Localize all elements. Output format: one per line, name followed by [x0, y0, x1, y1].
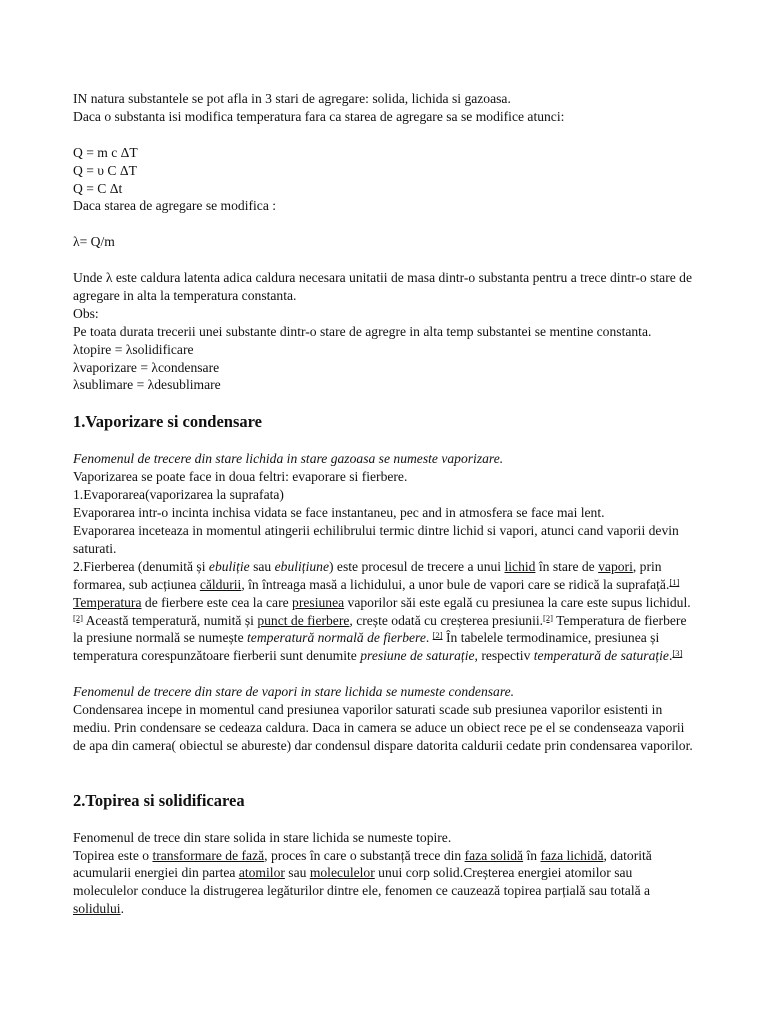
latent-heat-definition: Unde λ este caldura latenta adica caldura necesara unitatii de masa dintr-o substanta pentru a trece dintr-o stare de agregare in alta la temperatura constanta.	[73, 270, 692, 303]
obs-text: Pe toata durata trecerii unei substante dintr-o stare de agregre in alta temp substantei se mentine constanta.	[73, 323, 652, 339]
melting-definition: Fenomenul de trece din stare solida in stare lichida se numeste topire.	[73, 829, 452, 845]
reference-link-1[interactable]: [1]	[669, 576, 680, 587]
boiling-paragraph: 2.Fierberea (denumită și ebuliție sau ebulițiune) este procesul de trecere a unui lichid în stare de vapori, prin formarea, sub acțiunea căldurii, în întreaga masă a lichidului, a unor bule de vapori care se ridică la suprafață.[1] Temperatura de fierbere este cea la care presiunea vaporilor săi este egală cu presiunea la care este supus lichidul.[2] Această temperatură, numită și punct de fierbere, crește odată cu creșterea presiunii.[2] Temperatura de fierbere la presiune normală se numește temperatură normală de fierbere. [2] În tabelele termodinamice, presiunea și temperatura corespunzătoare fierberii sunt denumite presiune de saturație, respectiv temperatură de saturație.[3]	[73, 558, 691, 664]
link-moleculelor[interactable]: moleculelor	[309, 865, 375, 881]
section-heading-topirea: 2.Topirea si solidificarea	[73, 790, 245, 810]
link-presiunea[interactable]: presiunea	[292, 594, 345, 610]
melting-paragraph: Topirea este o transformare de fază, proces în care o substanță trece din faza solidă în faza lichidă, datorită acumularii energiei din partea atomilor sau moleculelor unui corp solid.Creșterea energiei atomilor sau moleculelor conduce la distrugerea legăturilor dintre ele, fenomen ce cauzează topirea parțială sau totală a solidului.	[73, 847, 652, 917]
relation-vaporizare: λvaporizare = λcondensare	[73, 359, 220, 375]
intro-line-2: Daca o substanta isi modifica temperatura fara ca starea de agregare sa se modifice atunci:	[73, 108, 565, 124]
section-heading-vaporizare: 1.Vaporizare si condensare	[73, 412, 262, 432]
reference-link-2[interactable]: [2]	[73, 612, 83, 623]
link-vapori[interactable]: vapori	[598, 558, 633, 574]
document-body	[73, 90, 699, 918]
vaporization-definition: Fenomenul de trecere din stare lichida in stare gazoasa se numeste vaporizare.	[73, 451, 504, 467]
condensation-paragraph: Condensarea incepe in momentul cand presiunea vaporilor saturati scade sub presiunea vaporilor esistenti in mediu. Prin condensare se cedeaza caldura. Daca in camera se aduce un obiect rece pe el se condenseaza vaporii de apa din camera( obiectul se abureste) dar condensul dispare datorita caldurii cedate prin condensarea vaporilor.	[73, 702, 693, 753]
evaporation-stop: Evaporarea inceteaza in momentul atingerii echilibrului termic dintre lichid si vapori, atunci cand vaporii devin saturati.	[73, 522, 679, 556]
vaporization-ways: Vaporizarea se poate face in doua feltri: evaporare si fierbere.	[73, 469, 408, 485]
link-faza-lichida[interactable]: faza lichidă	[540, 847, 604, 863]
intro-line-3: Daca starea de agregare se modifica :	[73, 198, 277, 214]
link-atomilor[interactable]: atomilor	[238, 865, 285, 881]
relation-sublimare: λsublimare = λdesublimare	[73, 377, 221, 393]
equation-heat-capacity: Q = C Δt	[73, 180, 123, 196]
equation-heat-moles: Q = υ C ΔT	[73, 162, 137, 178]
link-solidului[interactable]: solidului	[73, 901, 121, 917]
intro-line-1: IN natura substantele se pot afla in 3 stari de agregare: solida, lichida si gazoasa.	[73, 91, 511, 106]
reference-link-2b[interactable]: [2]	[543, 612, 553, 623]
link-transformare-de-faza[interactable]: transformare de fază	[152, 847, 265, 863]
equation-latent-heat: λ= Q/m	[73, 234, 115, 250]
reference-link-3[interactable]: [3]	[672, 648, 683, 659]
equation-heat-mass: Q = m c ΔT	[73, 144, 138, 160]
evaporation-speed: Evaporarea intr-o incinta inchisa vidata se face instantaneu, pec and in atmosfera se face mai lent.	[73, 505, 605, 521]
evaporation-title: 1.Evaporarea(vaporizarea la suprafata)	[73, 487, 284, 503]
link-caldura[interactable]: căldurii	[199, 576, 242, 592]
link-lichid[interactable]: lichid	[504, 558, 536, 574]
condensation-definition: Fenomenul de trecere din stare de vapori in stare lichida se numeste condensare.	[73, 684, 515, 700]
link-faza-solida[interactable]: faza solidă	[464, 847, 524, 863]
relation-topire: λtopire = λsolidificare	[73, 341, 194, 357]
reference-link-2c[interactable]: [2]	[432, 630, 443, 641]
link-punct-de-fierbere[interactable]: punct de fierbere	[257, 612, 350, 628]
link-temperatura[interactable]: Temperatura	[73, 594, 142, 610]
obs-label: Obs:	[73, 305, 99, 321]
